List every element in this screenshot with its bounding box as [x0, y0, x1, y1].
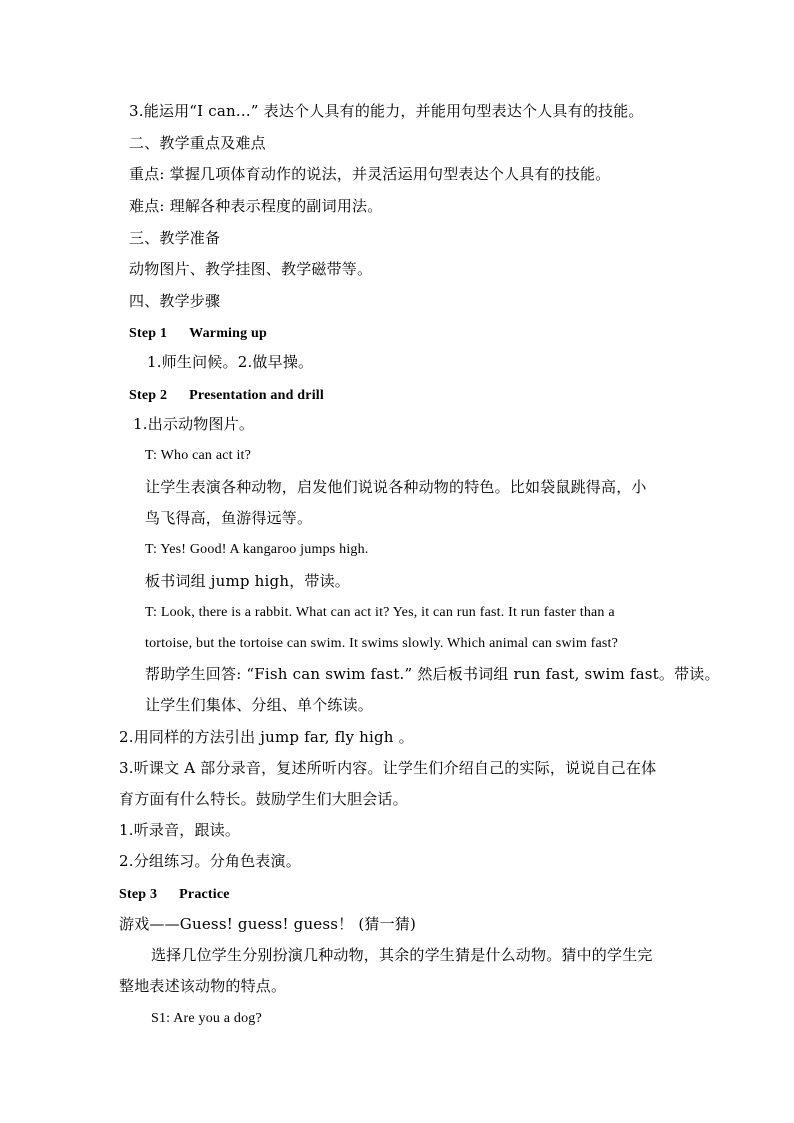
practice-reading: 让学生们集体、分组、单个练读。 [145, 696, 374, 714]
step-2-item-2: 2.用同样的方法引出 jump far, fly high 。 [119, 728, 414, 746]
listen-follow: 1.听录音，跟读。 [119, 821, 241, 839]
board-jump-high: 板书词组 jump high，带读。 [145, 572, 350, 590]
step-1-title: Warming up [189, 326, 268, 341]
help-answer: 帮助学生回答: “Fish can swim fast.” 然后板书词组 run fast, swim fast。带读。 [145, 665, 720, 683]
step-2-heading [129, 384, 324, 406]
teacher-rabbit-line-1: T: Look, there is a rabbit. What can act it? Yes, it can run fast. It run faster than a [145, 605, 615, 620]
step-1-content: 1.师生问候。2.做早操。 [147, 353, 314, 371]
section-heading-preparation: 三、教学准备 [129, 229, 221, 247]
teacher-rabbit-line-2: tortoise, but the tortoise can swim. It swims slowly. Which animal can swim fast? [145, 636, 619, 651]
student-1-question: S1: Are you a dog? [151, 1011, 262, 1026]
preparation-materials: 动物图片、教学挂图、教学磁带等。 [129, 260, 373, 278]
game-description-line-2: 整地表述该动物的特点。 [119, 977, 287, 995]
activity-line-1: 让学生表演各种动物，启发他们说说各种动物的特色。比如袋鼠跳得高，小 [145, 478, 647, 496]
difficult-point: 难点: 理解各种表示程度的副词用法。 [129, 197, 383, 215]
step-2-number: Step 2 [129, 388, 168, 403]
step-2-item-1: 1.出示动物图片。 [133, 415, 255, 433]
step-2-title: Presentation and drill [189, 388, 324, 403]
step-3-number: Step 3 [119, 887, 158, 902]
group-practice: 2.分组练习。分角色表演。 [119, 852, 301, 870]
step-3-heading [119, 883, 230, 905]
step-1-number: Step 1 [129, 326, 168, 341]
game-title: 游戏——Guess! guess! guess！ (猜一猜) [119, 915, 417, 933]
key-point: 重点: 掌握几项体育动作的说法，并灵活运用句型表达个人具有的技能。 [129, 165, 611, 183]
teacher-question: T: Who can act it? [145, 448, 252, 463]
activity-line-2: 鸟飞得高，鱼游得远等。 [145, 509, 313, 527]
step-1-heading [129, 322, 267, 344]
step-2-item-3-line-1: 3.听课文 A 部分录音，复述所听内容。让学生们介绍自己的实际，说说自己在体 [119, 759, 657, 777]
step-3-title: Practice [179, 887, 230, 902]
step-2-item-3-line-2: 育方面有什么特长。鼓励学生们大胆会话。 [119, 790, 408, 808]
objective-3: 3.能运用“I can...” 表达个人具有的能力，并能用句型表达个人具有的技能。 [129, 102, 644, 120]
game-description-line-1: 选择几位学生分别扮演几种动物，其余的学生猜是什么动物。猜中的学生完 [151, 946, 653, 964]
section-heading-key-points: 二、教学重点及难点 [129, 134, 266, 152]
section-heading-steps: 四、教学步骤 [129, 292, 221, 310]
teacher-kangaroo: T: Yes! Good! A kangaroo jumps high. [145, 542, 369, 557]
